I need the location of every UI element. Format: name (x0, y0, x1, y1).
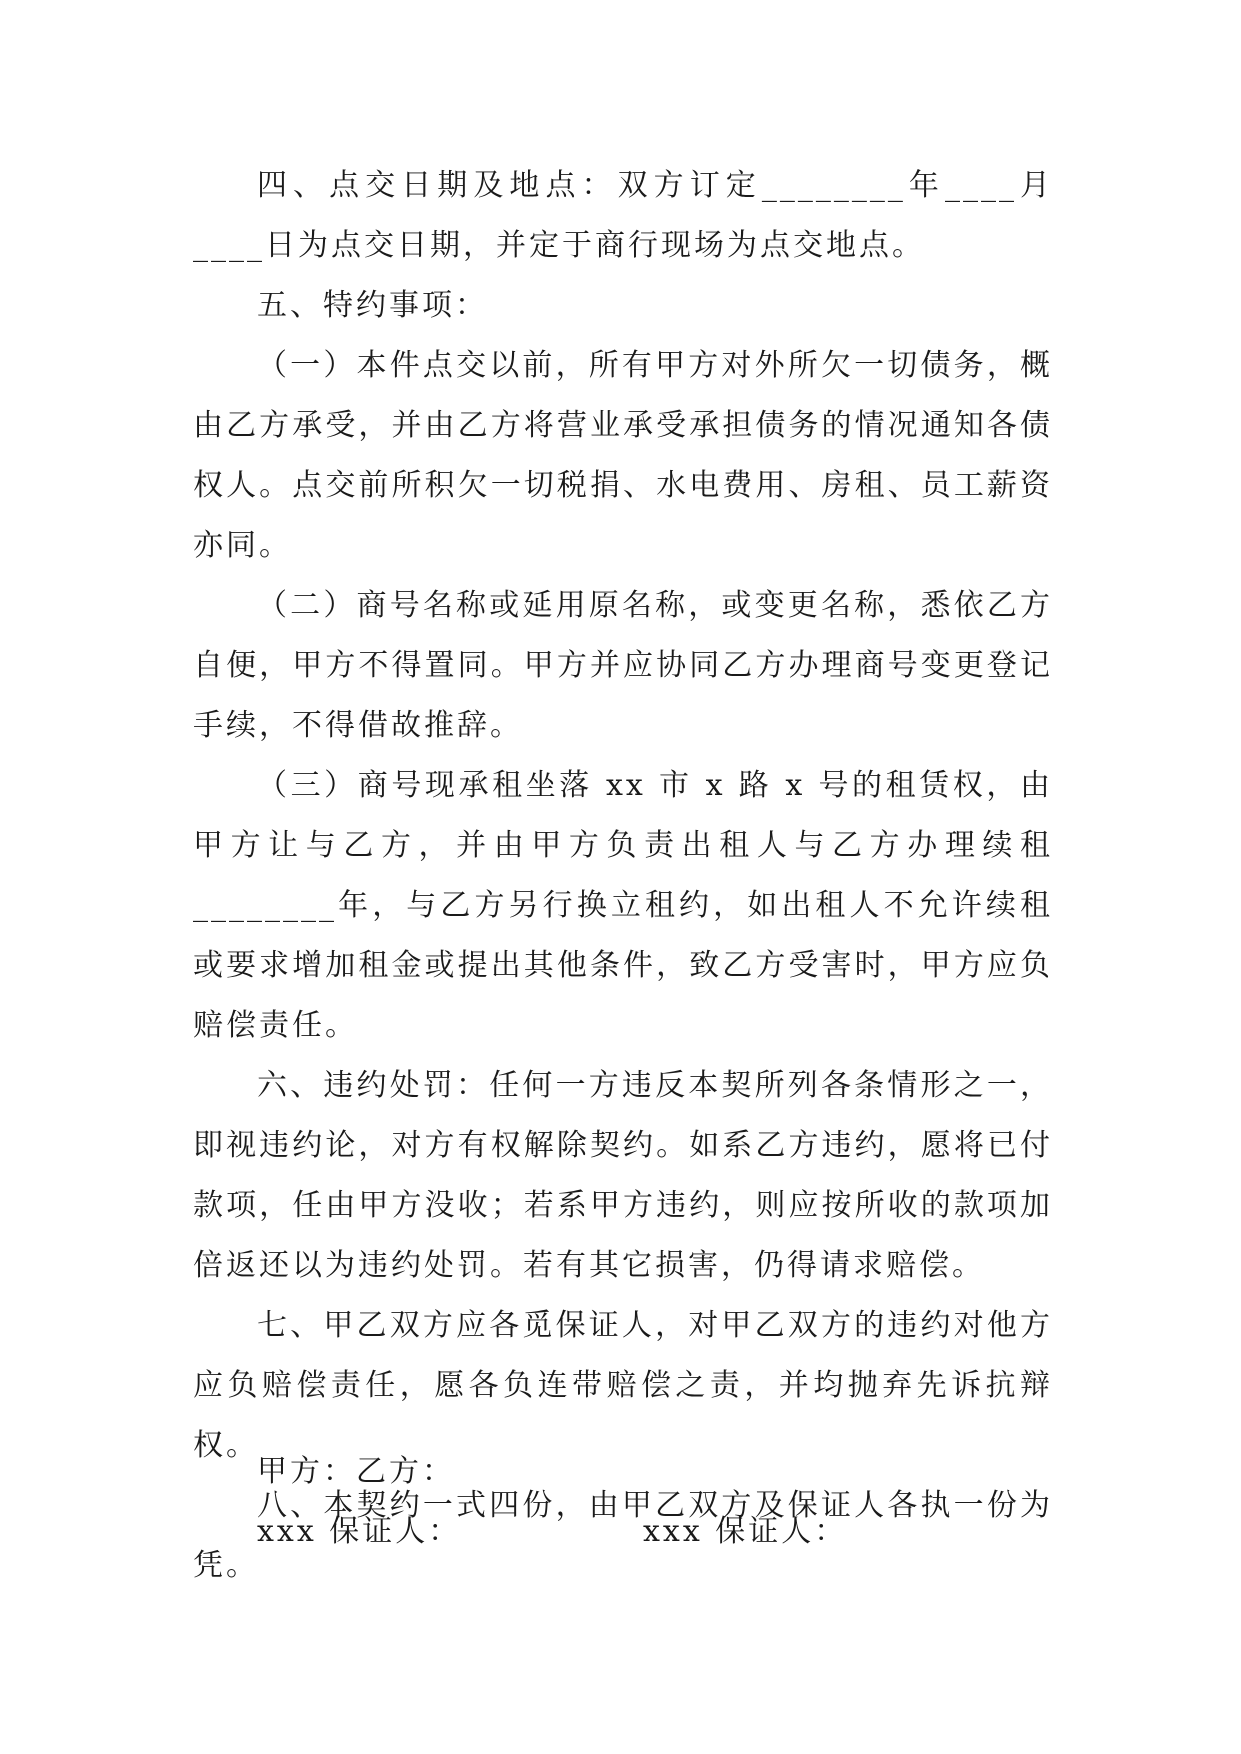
clause-5-1-debts: （一）本件点交以前，所有甲方对外所欠一切债务，概由乙方承受，并由乙方将营业承受承担债务的情况通知各债权人。点交前所积欠一切税捐、水电费用、房租、员工薪资亦同。 (193, 348, 1053, 563)
clause-7-guarantors: 七、甲乙双方应各觅保证人，对甲乙双方的违约对他方应负赔偿责任，愿各负连带赔偿之责，并均抛弃先诉抗辩权。 (193, 1308, 1053, 1463)
signature-guarantor-left: xxx 保证人： (257, 1514, 462, 1549)
clause-4-handover-date: 四、点交日期及地点：双方订定________年____月____日为点交日期，并定于商行现场为点交地点。 (193, 168, 1053, 263)
clause-6-breach-penalty: 六、违约处罚：任何一方违反本契所列各条情形之一，即视违约论，对方有权解除契约。如系乙方违约，愿将已付款项，任由甲方没收；若系甲方违约，则应按所收的款项加倍返还以为违约处罚。若有其它损害，仍得请求赔偿。 (193, 1068, 1053, 1283)
clause-8-copies: 八、本契约一式四份，由甲乙双方及保证人各执一份为凭。 (193, 1488, 1053, 1583)
signature-parties: 甲方：乙方： (257, 1454, 455, 1489)
clause-5-special-terms-heading: 五、特约事项： (257, 288, 488, 323)
clause-5-3-lease-rights: （三）商号现承租坐落 xx 市 x 路 x 号的租赁权，由甲方让与乙方，并由甲方负责出租人与乙方办理续租________年，与乙方另行换立租约，如出租人不允许续租或要求增加租金或提出其他条件，致乙方受害时，甲方应负赔偿责任。 (193, 768, 1053, 1043)
clause-5-2-trade-name: （二）商号名称或延用原名称，或变更名称，悉依乙方自便，甲方不得置同。甲方并应协同乙方办理商号变更登记手续，不得借故推辞。 (193, 588, 1053, 743)
contract-body (193, 156, 1053, 1596)
signature-guarantor-right: xxx 保证人： (643, 1514, 848, 1549)
